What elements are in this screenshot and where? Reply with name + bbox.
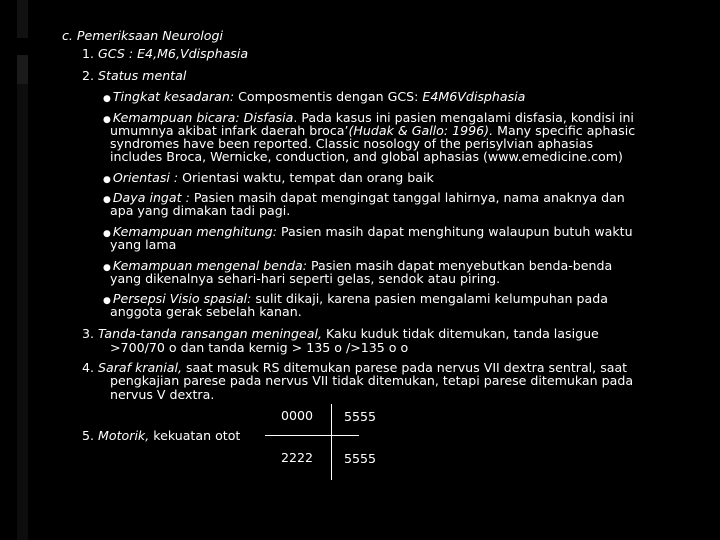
- bicara-text: Many specific aphasic: [493, 123, 636, 138]
- meningeal-line-1: [82, 327, 599, 341]
- bicara-citation: (Hudak & Gallo: 1996).: [348, 123, 494, 138]
- mengenal-text: Pasien masih dapat menyebutkan benda-benda: [306, 258, 613, 273]
- bullet-icon: ●: [103, 195, 111, 205]
- motorik-upper-right: 5555: [344, 409, 377, 424]
- bicara-line-4: includes Broca, Wernicke, conduction, and global aphasias (www.emedicine.com): [110, 149, 623, 164]
- motorik-lower-right: 5555: [344, 451, 377, 466]
- item-number: 3.: [82, 326, 95, 341]
- gcs-label: GCS :: [98, 46, 134, 61]
- bicara-line-3: syndromes have been reported. Classic nosology of the perisylvian aphasias: [110, 136, 594, 151]
- meningeal-text: Kaku kuduk tidak ditemukan, tanda lasigue: [322, 326, 599, 341]
- muscle-grid-vertical-line: [331, 404, 332, 480]
- mengenal-label: Kemampuan mengenal benda:: [112, 258, 307, 273]
- status-mental-heading: [82, 69, 186, 83]
- saraf-line-2: pengkajian parese pada nervus VII tidak ditemukan, tetapi parese ditemukan pada: [110, 373, 634, 388]
- menghitung-label: Kemampuan menghitung:: [112, 224, 277, 239]
- kesadaran-label: Tingkat kesadaran:: [112, 89, 235, 104]
- persepsi-label: Persepsi Visio spasial:: [112, 291, 252, 306]
- daya-ingat-line-2: apa yang dimakan tadi pagi.: [110, 203, 291, 218]
- bicara-text: umumnya akibat infark daerah broca’: [110, 123, 349, 138]
- orientasi-line: [103, 171, 434, 187]
- motorik-upper-left: 0000: [281, 408, 314, 423]
- saraf-label: Saraf kranial,: [98, 360, 182, 375]
- item-number: 4.: [82, 360, 95, 375]
- kesadaran-line: [103, 90, 525, 106]
- kesadaran-text: Composmentis dengan GCS:: [234, 89, 423, 104]
- motorik-text: kekuatan otot: [149, 428, 241, 443]
- motorik-line: [82, 429, 240, 443]
- status-mental-label: Status mental: [98, 68, 187, 83]
- bullet-icon: ●: [103, 115, 111, 125]
- daya-ingat-text: Pasien masih dapat mengingat tanggal lahirnya, nama anaknya dan: [189, 190, 625, 205]
- orientasi-text: Orientasi waktu, tempat dan orang baik: [178, 170, 434, 185]
- bicara-label: Kemampuan bicara:: [112, 110, 240, 125]
- daya-ingat-label: Daya ingat :: [112, 190, 190, 205]
- bullet-icon: ●: [103, 175, 111, 185]
- persepsi-line-2: anggota gerak sebelah kanan.: [110, 304, 302, 319]
- meningeal-line-2: >700/70 o dan tanda kernig > 135 o />135 o o: [110, 340, 409, 355]
- orientasi-label: Orientasi :: [112, 170, 179, 185]
- item-number: 5.: [82, 428, 95, 443]
- gcs-value: E4,M6,Vdisphasia: [137, 46, 249, 61]
- left-accent-bar: [17, 84, 28, 540]
- saraf-line-3: nervus V dextra.: [110, 387, 215, 402]
- menghitung-line-1: [103, 225, 633, 241]
- motorik-label: Motorik,: [98, 428, 150, 443]
- motorik-lower-left: 2222: [281, 450, 314, 465]
- muscle-grid-horizontal-line: [265, 435, 359, 436]
- left-accent-bar: [17, 55, 28, 84]
- saraf-text: saat masuk RS ditemukan parese pada nervus VII dextra sentral, saat: [181, 360, 628, 375]
- bullet-icon: ●: [103, 229, 111, 239]
- meningeal-label: Tanda-tanda ransangan meningeal,: [98, 326, 322, 341]
- item-number: 1.: [82, 46, 95, 61]
- mengenal-line-2: yang dikenalnya sehari-hari seperti gelas, sendok atau piring.: [110, 271, 501, 286]
- menghitung-line-2: yang lama: [110, 237, 177, 252]
- left-accent-bar: [17, 0, 28, 38]
- bullet-icon: ●: [103, 94, 111, 104]
- bicara-term: Disfasia: [239, 110, 294, 125]
- kesadaran-value: E4M6Vdisphasia: [422, 89, 526, 104]
- menghitung-text: Pasien masih dapat menghitung walaupun butuh waktu: [276, 224, 633, 239]
- section-title: c. Pemeriksaan Neurologi: [62, 28, 223, 43]
- bicara-text: . Pada kasus ini pasien mengalami disfasia, kondisi ini: [293, 110, 634, 125]
- gcs-line: [82, 47, 248, 61]
- item-number: 2.: [82, 68, 95, 83]
- persepsi-text: sulit dikaji, karena pasien mengalami kelumpuhan pada: [251, 291, 608, 306]
- bullet-icon: ●: [103, 263, 111, 273]
- bullet-icon: ●: [103, 296, 111, 306]
